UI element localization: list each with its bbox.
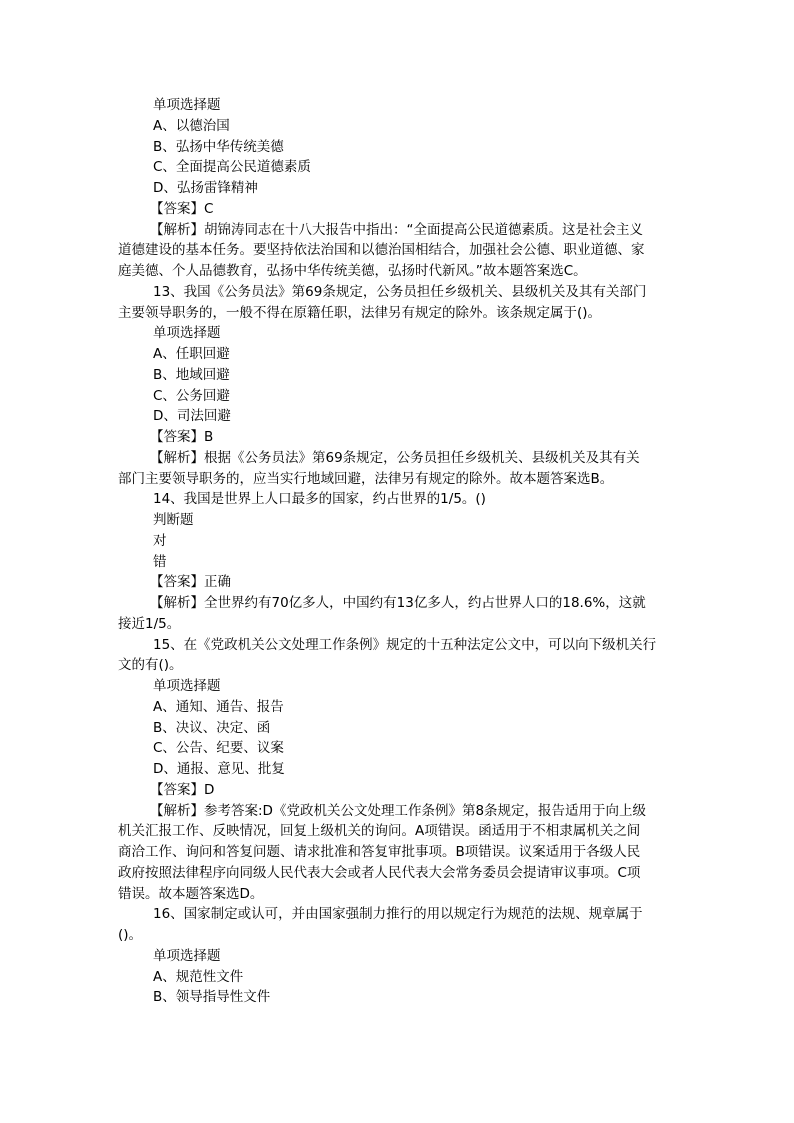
- option-b: B、决议、决定、函: [153, 719, 271, 736]
- option-a: A、规范性文件: [153, 968, 244, 985]
- option-a: A、通知、通告、报告: [153, 698, 284, 715]
- option-c: C、全面提高公民道德素质: [153, 159, 311, 176]
- option-d: D、通报、意见、批复: [153, 761, 285, 777]
- analysis: 【解析】参考答案:D《党政机关公文处理工作条例》第8条规定，报告适用于向上级: [150, 802, 647, 819]
- analysis: 【解析】胡锦涛同志在十八大报告中指出：“全面提高公民道德素质。这是社会主义: [150, 221, 643, 238]
- option-b: B、领导指导性文件: [153, 989, 271, 1006]
- analysis: 【解析】全世界约有70亿多人，中国约有13亿多人，约占世界人口的18.6%，这就: [150, 595, 646, 611]
- question-15: 15、在《党政机关公文处理工作条例》规定的十五种法定公文中，可以向下级机关行: [153, 636, 657, 653]
- question-type-label: 单项选择题: [153, 678, 221, 694]
- option-b: B、地域回避: [153, 366, 230, 383]
- option-b: B、弘扬中华传统美德: [153, 138, 284, 155]
- analysis-cont: 庭美德、个人品德教育，弘扬中华传统美德，弘扬时代新风。”故本题答案选C。: [118, 263, 587, 279]
- question-type-label: 判断题: [153, 512, 194, 528]
- question-13-cont: 主要领导职务的，一般不得在原籍任职，法律另有规定的除外。该条规定属于()。: [118, 304, 602, 321]
- option-d: D、弘扬雷锋精神: [153, 180, 258, 196]
- question-16-cont: ()。: [118, 927, 143, 943]
- option-c: C、公务回避: [153, 387, 230, 404]
- analysis-cont: 接近1/5。: [118, 615, 181, 632]
- option-a: A、任职回避: [153, 346, 230, 362]
- option-a: A、以德治国: [153, 117, 230, 134]
- analysis: 【解析】根据《公务员法》第69条规定，公务员担任乡级机关、县级机关及其有关: [150, 449, 640, 466]
- analysis-cont: 错误。故本题答案选D。: [118, 885, 264, 902]
- option-d: D、司法回避: [153, 408, 231, 425]
- analysis-cont: 商洽工作、询问和答复问题、请求批准和答复审批事项。B项错误。议案适用于各级人民: [118, 844, 641, 860]
- answer: 【答案】C: [150, 200, 214, 217]
- answer: 【答案】D: [150, 781, 215, 798]
- option-c: C、公告、纪要、议案: [153, 740, 284, 757]
- analysis-cont: 部门主要领导职务的，应当实行地域回避，法律另有规定的除外。故本题答案选B。: [118, 470, 614, 487]
- question-type-label: 单项选择题: [153, 325, 221, 342]
- option-false: 错: [153, 553, 167, 570]
- answer: 【答案】B: [150, 429, 214, 445]
- analysis-cont: 政府按照法律程序向同级人民代表大会或者人民代表大会常务委员会提请审议事项。C项: [118, 864, 641, 881]
- question-type-label: 单项选择题: [153, 947, 221, 964]
- question-14: 14、我国是世界上人口最多的国家，约占世界的1/5。(): [153, 491, 486, 508]
- analysis-cont: 机关汇报工作、反映情况，回复上级机关的询问。A项错误。函适用于不相隶属机关之间: [118, 823, 641, 840]
- question-type-label: 单项选择题: [153, 97, 221, 113]
- question-13: 13、我国《公务员法》第69条规定，公务员担任乡级机关、县级机关及其有关部门: [153, 283, 647, 300]
- analysis-cont: 道德建设的基本任务。要坚持依法治国和以德治国相结合，加强社会公德、职业道德、家: [118, 242, 645, 259]
- answer: 【答案】正确: [150, 574, 231, 591]
- question-15-cont: 文的有()。: [118, 657, 183, 674]
- document-body: [118, 95, 676, 1008]
- question-16: 16、国家制定或认可，并由国家强制力推行的用以规定行为规范的法规、规章属于: [153, 906, 643, 923]
- option-true: 对: [153, 532, 167, 549]
